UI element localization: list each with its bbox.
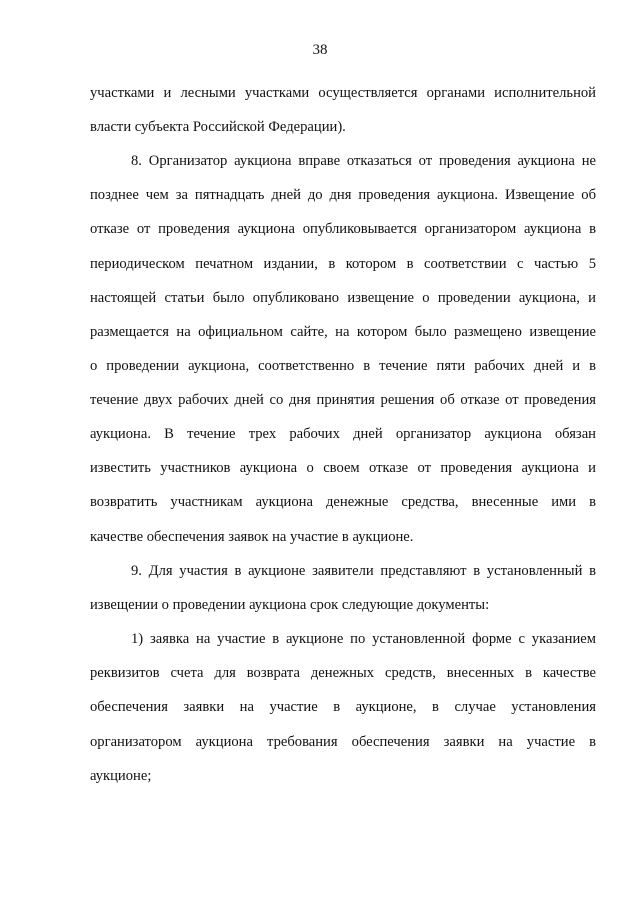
text-line: о проведении аукциона, соответственно в течение пяти рабочих дней и в bbox=[90, 358, 596, 374]
text-line: позднее чем за пятнадцать дней до дня проведения аукциона. Извещение об bbox=[90, 187, 596, 203]
text-line: реквизитов счета для возврата денежных средств, внесенных в качестве bbox=[90, 665, 596, 681]
text-line: 1) заявка на участие в аукционе по установленной форме с указанием bbox=[131, 631, 596, 647]
text-line: периодическом печатном издании, в котором в соответствии с частью 5 bbox=[90, 256, 596, 272]
text-line: отказе от проведения аукциона опубликовывается организатором аукциона в bbox=[90, 221, 596, 237]
text-line: настоящей статьи было опубликовано извещение о проведении аукциона, и bbox=[90, 290, 596, 306]
text-line: аукциона. В течение трех рабочих дней организатор аукциона обязан bbox=[90, 426, 596, 442]
text-line: обеспечения заявки на участие в аукционе, в случае установления bbox=[90, 699, 596, 715]
text-line: размещается на официальном сайте, на котором было размещено извещение bbox=[90, 324, 596, 340]
text-line: известить участников аукциона о своем отказе от проведения аукциона и bbox=[90, 460, 596, 476]
text-line: возвратить участникам аукциона денежные средства, внесенные ими в bbox=[90, 494, 596, 510]
text-line: течение двух рабочих дней со дня принятия решения об отказе от проведения bbox=[90, 392, 596, 408]
text-line: качестве обеспечения заявок на участие в аукционе. bbox=[90, 529, 414, 545]
text-line: власти субъекта Российской Федерации). bbox=[90, 119, 346, 135]
text-line: 8. Организатор аукциона вправе отказаться от проведения аукциона не bbox=[131, 153, 596, 169]
text-line: аукционе; bbox=[90, 768, 152, 784]
page-number: 38 bbox=[312, 42, 328, 58]
text-line: 9. Для участия в аукционе заявители представляют в установленный в bbox=[131, 563, 596, 579]
text-line: участками и лесными участками осуществляется органами исполнительной bbox=[90, 85, 596, 101]
text-line: извещении о проведении аукциона срок следующие документы: bbox=[90, 597, 490, 613]
text-line: организатором аукциона требования обеспечения заявки на участие в bbox=[90, 734, 596, 750]
